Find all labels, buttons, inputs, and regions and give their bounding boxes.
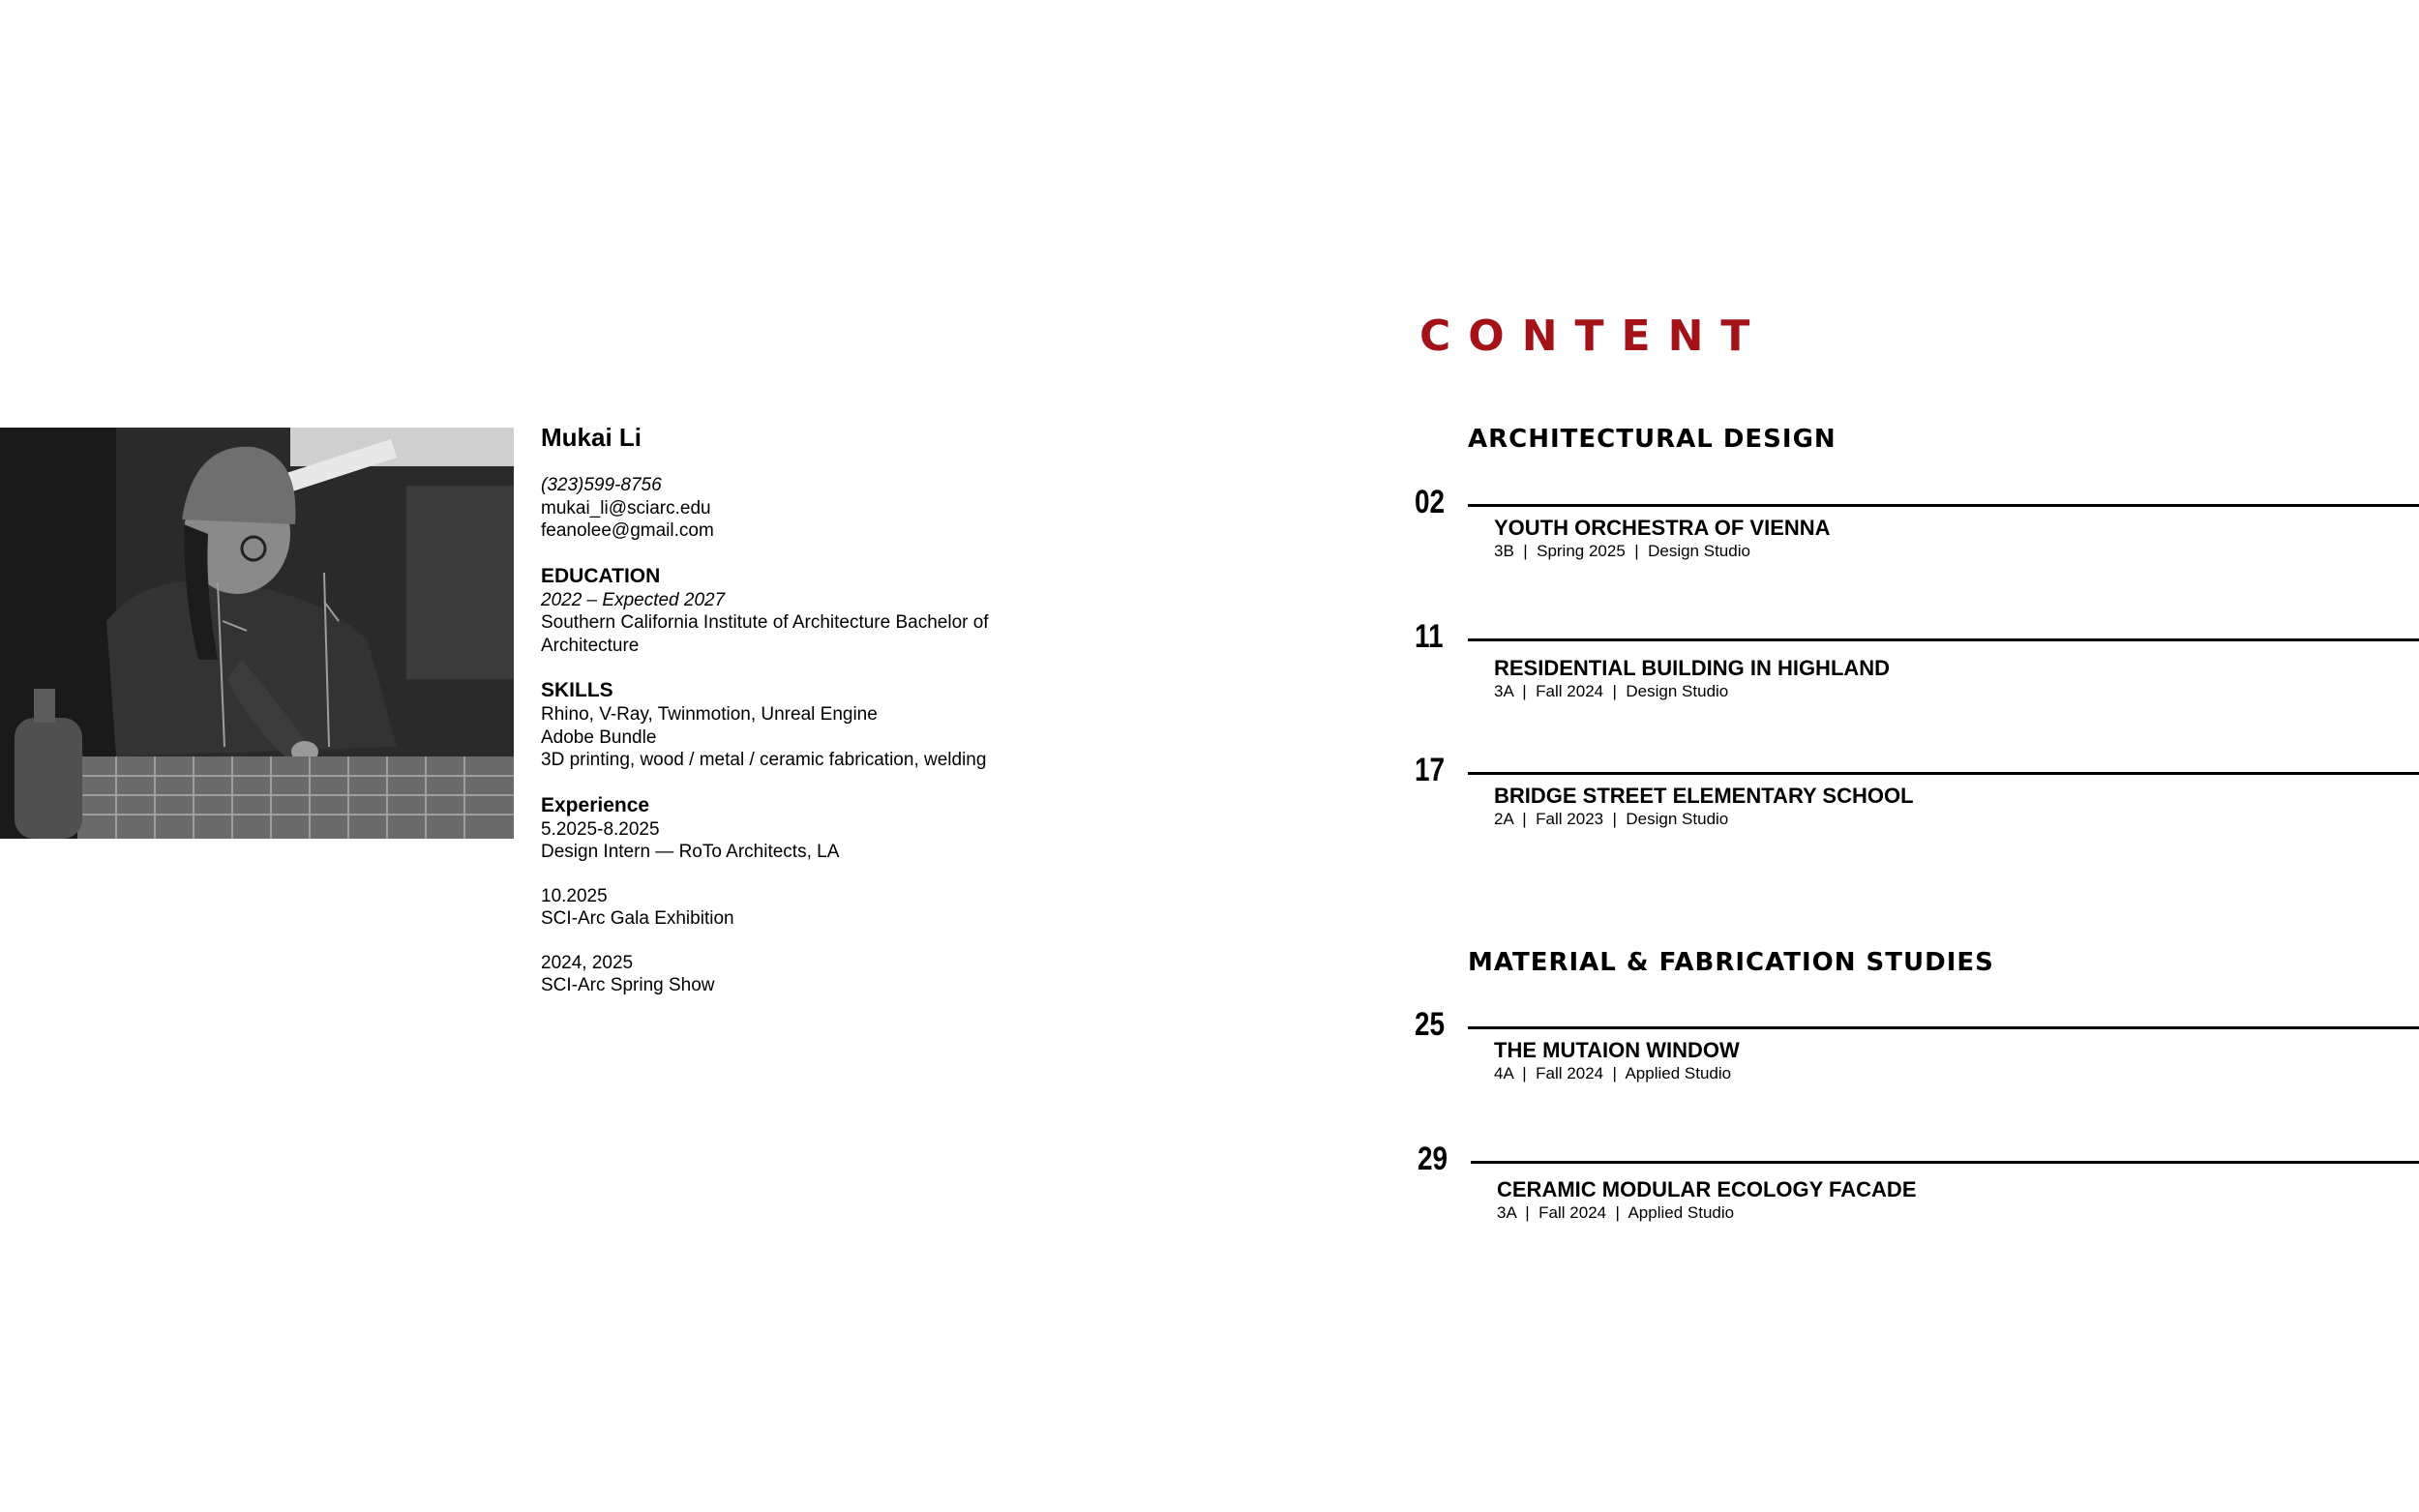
contents-entry[interactable] [1415,618,2419,716]
page-number: 25 [1415,1006,1446,1043]
project-title: BRIDGE STREET ELEMENTARY SCHOOL [1494,784,1914,808]
profile-photo-illustration [0,428,514,839]
contents-title: CONTENT [1419,311,1768,361]
page-number: 29 [1418,1141,1448,1177]
education-school: Southern California Institute of Architecture Bachelor of Architecture [541,612,989,656]
experience-date: 5.2025-8.2025 [541,818,660,840]
skill-item: Rhino, V-Ray, Twinmotion, Unreal Engine [541,704,878,725]
contact-block [541,474,1044,543]
project-meta: 2A | Fall 2023 | Design Studio [1494,810,1729,828]
skill-item: Adobe Bundle [541,726,657,748]
experience-item [541,885,1044,931]
section-title-architectural-design: ARCHITECTURAL DESIGN [1468,425,1837,454]
skill-item: 3D printing, wood / metal / ceramic fabrication, welding [541,750,987,770]
contents-entry[interactable] [1418,1141,2419,1238]
project-title: THE MUTAION WINDOW [1494,1038,1740,1062]
project-title: CERAMIC MODULAR ECOLOGY FACADE [1497,1177,1917,1201]
skills-block [541,678,1044,772]
experience-desc: SCI-Arc Spring Show [541,975,715,995]
skills-heading: SKILLS [541,679,613,701]
project-title: YOUTH ORCHESTRA OF VIENNA [1494,516,1831,540]
profile-photo [0,428,514,839]
contents-entry[interactable] [1415,484,2419,581]
personal-email: feanolee@gmail.com [541,520,714,541]
project-meta: 3B | Spring 2025 | Design Studio [1494,542,1750,560]
page-number: 17 [1415,752,1446,788]
education-period: 2022 – Expected 2027 [541,589,726,610]
bio-column [541,422,1044,1019]
experience-date: 2024, 2025 [541,952,634,973]
project-title: RESIDENTIAL BUILDING IN HIGHLAND [1494,656,1891,680]
contents-entry[interactable] [1415,752,2419,849]
experience-desc: Design Intern — RoTo Architects, LA [541,842,840,862]
experience-heading: Experience [541,793,650,816]
experience-item [541,818,1044,864]
contents-entry[interactable] [1415,1006,2419,1104]
person-name: Mukai Li [541,423,642,452]
education-heading: EDUCATION [541,564,661,587]
divider-line [1468,772,2419,775]
section-title-material-fabrication: MATERIAL & FABRICATION STUDIES [1468,948,1994,977]
divider-line [1468,638,2419,641]
project-meta: 3A | Fall 2024 | Applied Studio [1497,1203,1735,1222]
experience-item [541,952,1044,997]
experience-date: 10.2025 [541,885,608,906]
phone-number: (323)599-8756 [541,475,662,495]
school-email: mukai_li@sciarc.edu [541,497,711,519]
page-number: 11 [1415,618,1444,655]
divider-line [1468,504,2419,507]
page-number: 02 [1415,484,1446,520]
divider-line [1471,1161,2419,1164]
project-meta: 3A | Fall 2024 | Design Studio [1494,682,1729,700]
divider-line [1468,1026,2419,1029]
experience-block [541,793,1044,997]
experience-desc: SCI-Arc Gala Exhibition [541,908,734,929]
education-block [541,564,1044,658]
project-meta: 4A | Fall 2024 | Applied Studio [1494,1064,1732,1082]
